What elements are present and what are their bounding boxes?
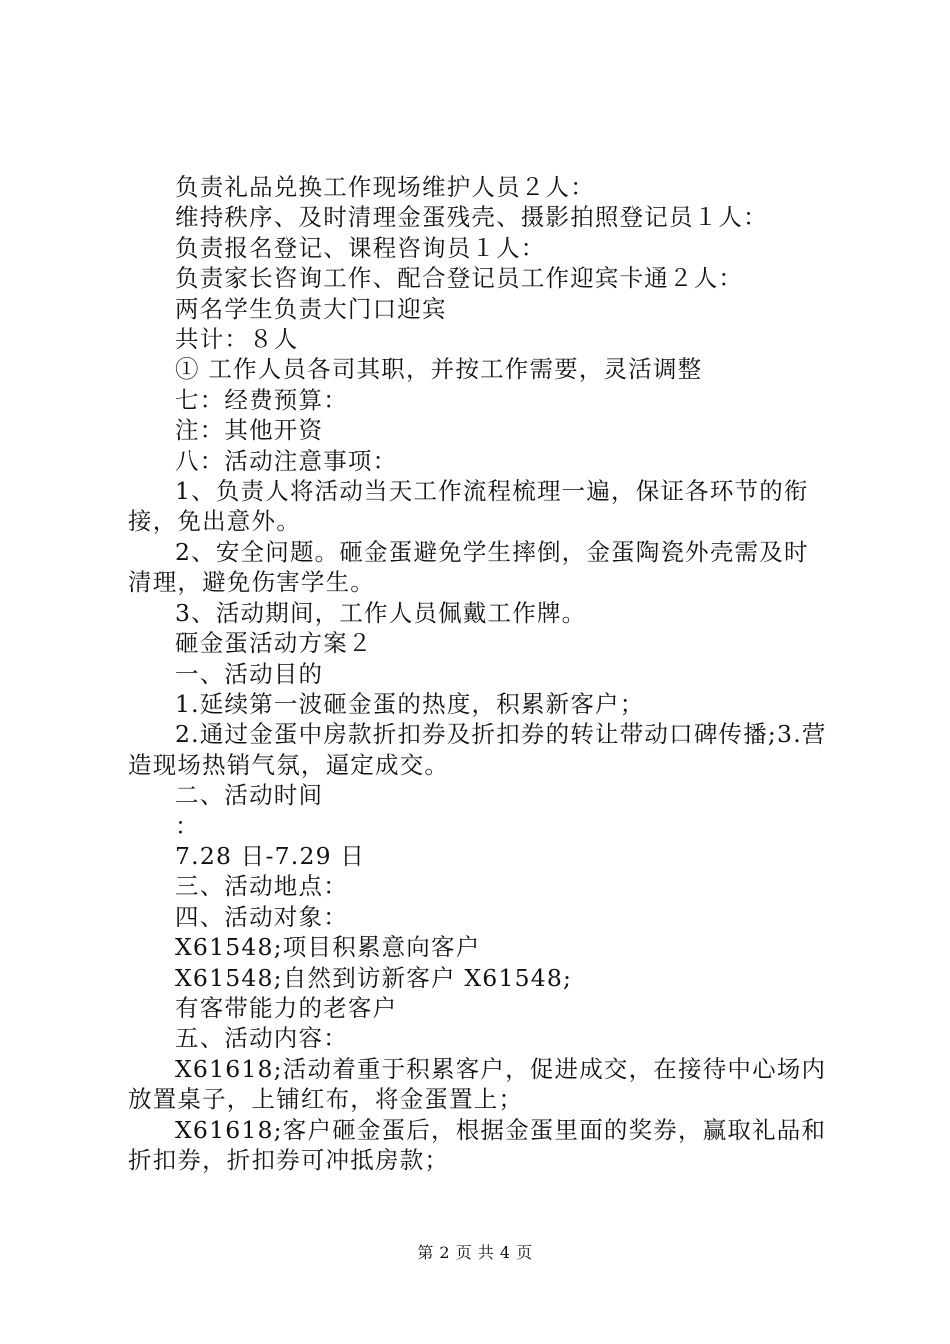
section-heading: 八：活动注意事项： (175, 446, 398, 475)
paragraph: X61548;项目积累意向客户 (175, 933, 481, 962)
paragraph: 2.通过金蛋中房款折扣券及折扣券的转让带动口碑传播;3.营造现场热销气氛，逼定成交。 (128, 720, 827, 779)
paragraph: 3、活动期间，工作人员佩戴工作牌。 (175, 598, 587, 627)
page-footer (0, 1243, 950, 1263)
paragraph: 2、安全问题。砸金蛋避免学生摔倒，金蛋陶瓷外壳需及时清理，避免伤害学生。 (128, 537, 809, 597)
paragraph: 1.延续第一波砸金蛋的热度，积累新客户； (175, 689, 645, 718)
paragraph: 维持秩序、及时清理金蛋残壳、摄影拍照登记员１人： (175, 203, 768, 232)
section-heading: 一、活动目的 (175, 659, 324, 688)
paragraph: 有客带能力的老客户 (175, 993, 398, 1022)
paragraph: 1、负责人将活动当天工作流程梳理一遍，保证各环节的衔接，免出意外。 (128, 477, 809, 536)
paragraph: 共计：８人 (175, 325, 299, 354)
document-body (128, 172, 833, 1175)
paragraph: 负责礼品兑换工作现场维护人员２人： (175, 173, 595, 201)
paragraph: X61618;客户砸金蛋后，根据金蛋里面的奖券，赢取礼品和折扣券，折扣券可冲抵房款； (128, 1115, 827, 1174)
paragraph: 两名学生负责大门口迎宾 (175, 294, 447, 323)
paragraph: 注：其他开资 (175, 416, 324, 445)
section-heading: 四、活动对象： (175, 902, 348, 931)
section-heading: 三、活动地点： (175, 872, 348, 901)
paragraph: 7.28 日-7.29 日 (175, 841, 366, 870)
paragraph: ： (175, 811, 200, 840)
document-title: 砸金蛋活动方案２ (175, 629, 373, 658)
page-number: 第 2 页 共 4 页 (417, 1243, 533, 1262)
paragraph: 负责家长咨询工作、配合登记员工作迎宾卡通２人： (175, 264, 744, 293)
paragraph: 负责报名登记、课程咨询员１人： (175, 233, 546, 262)
paragraph: ① 工作人员各司其职，并按工作需要，灵活调整 (175, 355, 703, 384)
paragraph: X61548;自然到访新客户 X61548; (175, 963, 573, 992)
section-heading: 五、活动内容： (175, 1024, 348, 1053)
paragraph: X61618;活动着重于积累客户，促进成交，在接待中心场内放置桌子，上铺红布，将金蛋置上； (128, 1054, 827, 1114)
section-heading: 七：经费预算： (175, 385, 348, 414)
section-heading: 二、活动时间 (175, 781, 324, 810)
